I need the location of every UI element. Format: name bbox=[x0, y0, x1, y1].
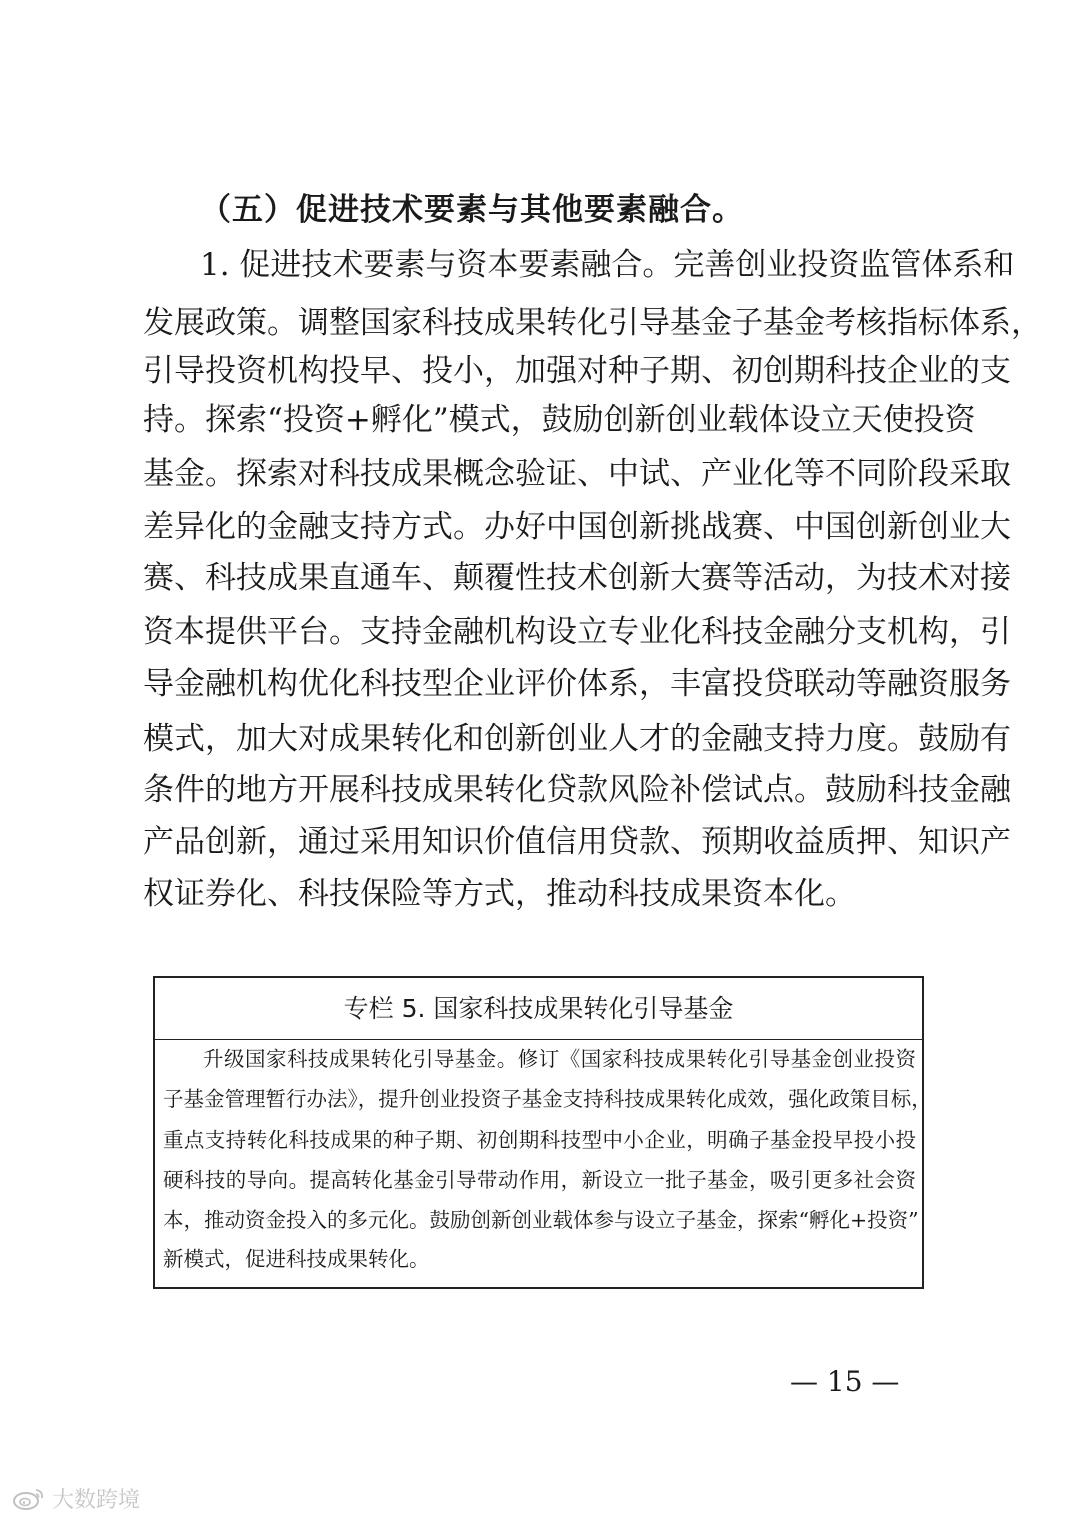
body-paragraph-line: 1. 促进技术要素与资本要素融合。完善创业投资监管体系和 bbox=[200, 247, 1015, 283]
body-paragraph-line: 资本提供平台。支持金融机构设立专业化科技金融分支机构，引 bbox=[143, 614, 1011, 650]
body-paragraph-line: 基金。探索对科技成果概念验证、中试、产业化等不同阶段采取 bbox=[143, 456, 1011, 492]
box-text-line: 子基金管理暂行办法》，提升创业投资子基金支持科技成果转化成效，强化政策目标， bbox=[163, 1087, 932, 1111]
body-paragraph-line: 权证券化、科技保险等方式，推动科技成果资本化。 bbox=[143, 876, 856, 912]
box-text-line: 本，推动资金投入的多元化。鼓励创新创业载体参与设立子基金，探索“孵化+投资” bbox=[163, 1208, 919, 1232]
box-title: 专栏 5. 国家科技成果转化引导基金 bbox=[155, 978, 922, 1040]
watermark bbox=[12, 1482, 140, 1514]
sidebar-box bbox=[153, 976, 932, 1289]
box-text-line: 硬科技的导向。提高转化基金引导带动作用，新设立一批子基金，吸引更多社会资 bbox=[163, 1168, 916, 1192]
box-text-line: 升级国家科技成果转化引导基金。修订《国家科技成果转化引导基金创业投资 bbox=[203, 1047, 916, 1071]
box-text-line: 重点支持转化科技成果的种子期、初创期科技型中小企业，明确子基金投早投小投 bbox=[163, 1128, 916, 1152]
box-text-line: 新模式，促进科技成果转化。 bbox=[163, 1247, 430, 1271]
weibo-icon bbox=[12, 1485, 46, 1511]
body-paragraph-line: 引导投资机构投早、投小，加强对种子期、初创期科技企业的支 bbox=[143, 353, 1011, 389]
body-paragraph-line: 模式，加大对成果转化和创新创业人才的金融支持力度。鼓励有 bbox=[143, 721, 1011, 757]
body-paragraph-line: 发展政策。调整国家科技成果转化引导基金子基金考核指标体系， bbox=[143, 305, 1042, 341]
body-paragraph-line: 差异化的金融支持方式。办好中国创新挑战赛、中国创新创业大 bbox=[143, 509, 1011, 545]
page-number: — 15 — bbox=[790, 1365, 900, 1398]
body-paragraph-line: 赛、科技成果直通车、颠覆性技术创新大赛等活动，为技术对接 bbox=[143, 560, 1011, 596]
body-paragraph-line: 产品创新，通过采用知识价值信用贷款、预期收益质押、知识产 bbox=[143, 824, 1011, 860]
section-heading: （五）促进技术要素与其他要素融合。 bbox=[200, 192, 744, 228]
body-paragraph-line: 导金融机构优化科技型企业评价体系，丰富投贷联动等融资服务 bbox=[143, 666, 1011, 702]
watermark-text: 大数跨境 bbox=[52, 1487, 141, 1513]
body-paragraph-line: 条件的地方开展科技成果转化贷款风险补偿试点。鼓励科技金融 bbox=[143, 772, 1011, 808]
body-paragraph-line: 持。探索“投资+孵化”模式，鼓励创新创业载体设立天使投资 bbox=[143, 402, 976, 438]
